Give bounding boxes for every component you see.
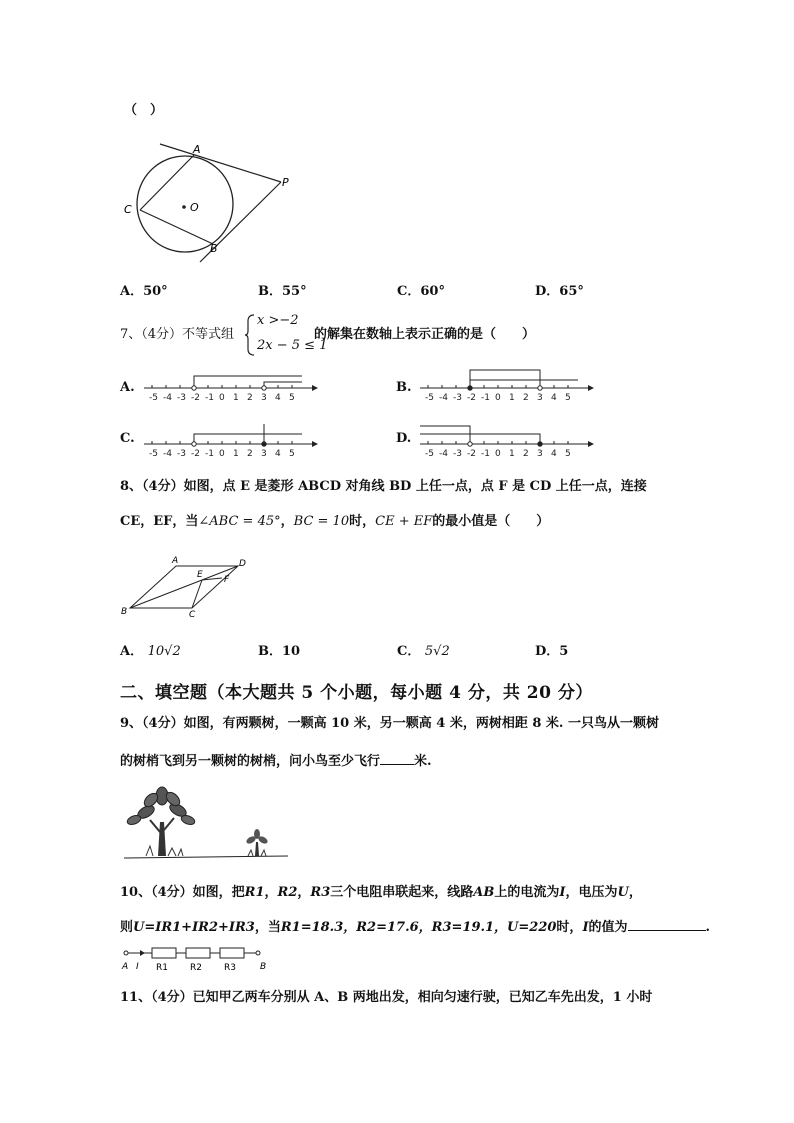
tick-label: 0 — [495, 449, 501, 459]
tick-label: -1 — [205, 393, 214, 403]
solution-ray — [264, 382, 302, 388]
label-r3: R3 — [224, 963, 236, 973]
tick-label: 1 — [509, 393, 515, 403]
q8-option-a[interactable]: A． 10√2 — [120, 644, 181, 659]
label-b: B — [121, 607, 128, 617]
q7-number-line-a — [144, 374, 319, 404]
label-b: B — [260, 962, 267, 972]
tick-label: -1 — [481, 449, 490, 459]
label-a: A — [122, 962, 129, 972]
closed-point — [468, 386, 472, 390]
open-point — [538, 386, 542, 390]
q7-option-c[interactable]: C. — [120, 431, 135, 446]
q10-stem-line1: 10、（4分）如图，把R1，R2，R3三个电阻串联起来，线路AB上的电流为I，电压为U， — [120, 885, 642, 900]
q8-rhombus-figure — [120, 552, 255, 618]
label-p: P — [282, 176, 289, 189]
q6-option-b[interactable]: B．55° — [258, 284, 307, 299]
q8-option-b[interactable]: B．10 — [258, 644, 301, 659]
tick-label: 2 — [523, 393, 529, 403]
solution-ray — [470, 370, 540, 388]
tick-label: -1 — [205, 449, 214, 459]
tick-label: -3 — [177, 449, 186, 459]
tick-label: 5 — [565, 393, 571, 403]
solution-ray — [194, 434, 302, 444]
tick-label: 4 — [551, 393, 557, 403]
q7-inequality-2: 2x − 5 ≤ 1 — [257, 338, 328, 353]
tick-label: -3 — [177, 393, 186, 403]
label-a: A — [193, 143, 201, 156]
tick-label: 3 — [537, 393, 543, 403]
tick-label: -2 — [191, 393, 200, 403]
label-c: C — [189, 610, 196, 618]
q9-stem-line2: 的树梢飞到另一颗树的树梢，问小鸟至少飞行 米. — [120, 750, 432, 771]
label-r1: R1 — [156, 963, 168, 973]
solution-ray — [420, 434, 540, 444]
q7-brace — [244, 313, 256, 357]
tick-label: -4 — [163, 393, 172, 403]
tick-label: -2 — [467, 393, 476, 403]
q11-stem-line1: 11、（4分）已知甲乙两车分别从 A、B 两地出发，相向匀速行驶，已知乙车先出发，1 小时 — [120, 990, 653, 1005]
q10-answer-blank[interactable] — [628, 916, 706, 931]
tick-label: 5 — [289, 393, 295, 403]
open-point — [192, 386, 196, 390]
label-d: D — [239, 559, 246, 569]
tick-label: -3 — [453, 393, 462, 403]
tick-label: 0 — [495, 393, 501, 403]
tick-label: 1 — [509, 449, 515, 459]
var-r3: R3 — [310, 885, 331, 900]
tick-label: 0 — [219, 393, 225, 403]
open-point — [262, 386, 266, 390]
label-r2: R2 — [190, 963, 202, 973]
section-heading: 二、填空题（本大题共 5 个小题，每小题 4 分，共 20 分） — [120, 683, 593, 703]
tick-label: 3 — [261, 393, 267, 403]
q7-option-d[interactable]: D. — [396, 431, 412, 446]
tick-label: 4 — [551, 449, 557, 459]
tick-label: 0 — [219, 449, 225, 459]
open-point — [468, 442, 472, 446]
tick-label: 4 — [275, 449, 281, 459]
tick-label: -5 — [149, 393, 158, 403]
q8-stem-line2: CE，EF，当∠ABC = 45°，BC = 10时，CE + EF的最小值是（ ） — [120, 514, 550, 529]
q7-option-b[interactable]: B. — [396, 380, 412, 395]
closed-point — [262, 442, 266, 446]
tick-label: 5 — [289, 449, 295, 459]
var-r2: R2 — [277, 885, 298, 900]
q6-option-d[interactable]: D．65° — [535, 284, 584, 299]
q7-inequality-1: x >−2 — [257, 313, 299, 328]
q8-option-c[interactable]: C． 5√2 — [397, 644, 450, 659]
tick-label: 2 — [523, 449, 529, 459]
q7-number-line-b — [420, 368, 595, 404]
tick-label: -2 — [467, 449, 476, 459]
tick-label: -5 — [149, 449, 158, 459]
tick-label: -1 — [481, 393, 490, 403]
q7-stem-prefix: 7、（4分）不等式组 — [120, 327, 235, 342]
tick-label: -5 — [425, 449, 434, 459]
tick-label: -4 — [439, 449, 448, 459]
q10-circuit-figure — [120, 944, 275, 974]
tick-label: 3 — [537, 449, 543, 459]
open-point — [192, 442, 196, 446]
tick-label: -4 — [163, 449, 172, 459]
label-f: F — [224, 575, 230, 585]
tick-label: 5 — [565, 449, 571, 459]
q7-option-a[interactable]: A. — [120, 380, 135, 395]
closed-point — [538, 442, 542, 446]
q6-option-c[interactable]: C．60° — [397, 284, 445, 299]
q8-option-d[interactable]: D．5 — [535, 644, 569, 659]
label-e: E — [197, 570, 203, 580]
label-b: B — [210, 242, 218, 255]
q7-number-line-c — [144, 424, 319, 460]
q7-stem-suffix: 的解集在数轴上表示正确的是（ ） — [314, 327, 536, 342]
q6-answer-paren: （ ） — [124, 103, 164, 118]
q9-stem-line1: 9、（4分）如图，有两颗树，一颗高 10 米，另一颗高 4 米，两树相距 8 米. 一只鸟从一颗树 — [120, 716, 659, 731]
label-o: O — [190, 201, 199, 214]
tick-label: 1 — [233, 393, 239, 403]
tick-label: -2 — [191, 449, 200, 459]
q9-answer-blank[interactable] — [380, 750, 414, 765]
q8-stem-line1: 8、（4分）如图，点 E 是菱形 ABCD 对角线 BD 上任一点，点 F 是 CD 上任一点，连接 — [120, 479, 647, 494]
tick-label: -4 — [439, 393, 448, 403]
tick-label: -5 — [425, 393, 434, 403]
q9-trees-figure — [120, 782, 292, 862]
q10-stem-line2: 则U=IR1+IR2+IR3，当R1=18.3，R2=17.6，R3=19.1，U=220时，I的值为 . — [120, 916, 710, 937]
var-r1: R1 — [244, 885, 265, 900]
tick-label: -3 — [453, 449, 462, 459]
tick-label: 2 — [247, 449, 253, 459]
q6-circle-figure — [118, 140, 298, 270]
q7-number-line-d — [420, 424, 595, 460]
label-a: A — [172, 556, 179, 566]
label-c: C — [124, 203, 132, 216]
tick-label: 1 — [233, 449, 239, 459]
tick-label: 4 — [275, 393, 281, 403]
q6-option-a[interactable]: A．50° — [120, 284, 168, 299]
label-i: I — [136, 962, 139, 972]
tick-label: 3 — [261, 449, 267, 459]
tick-label: 2 — [247, 393, 253, 403]
